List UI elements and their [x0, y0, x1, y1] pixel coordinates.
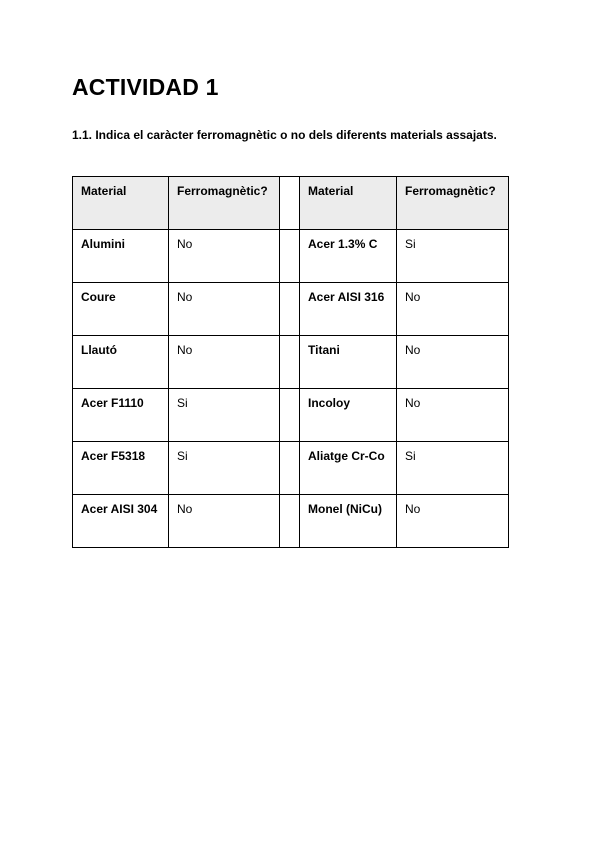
material-cell: Acer F1110 [73, 389, 169, 442]
material-cell: Alumini [73, 230, 169, 283]
ferromagnetic-cell: No [397, 283, 509, 336]
material-cell: Llautó [73, 336, 169, 389]
table-row [73, 495, 509, 548]
table-row [73, 336, 509, 389]
gap-cell [280, 336, 300, 389]
header-material-left: Material [73, 177, 169, 230]
header-ferromagnetic-left: Ferromagnètic? [169, 177, 280, 230]
header-material-right: Material [300, 177, 397, 230]
page-title: ACTIVIDAD 1 [72, 74, 219, 100]
table-row [73, 389, 509, 442]
material-cell: Aliatge Cr-Co [300, 442, 397, 495]
ferromagnetic-cell: Si [397, 230, 509, 283]
material-cell: Acer F5318 [73, 442, 169, 495]
gap-cell [280, 177, 300, 230]
ferromagnetic-cell: No [169, 495, 280, 548]
ferromagnetic-cell: No [169, 230, 280, 283]
table-row [73, 230, 509, 283]
materials-table [72, 176, 509, 548]
table-row [73, 283, 509, 336]
question-text: 1.1. Indica el caràcter ferromagnètic o no dels diferents materials assajats. [72, 128, 497, 142]
material-cell: Coure [73, 283, 169, 336]
gap-cell [280, 283, 300, 336]
table-row [73, 442, 509, 495]
material-cell: Acer AISI 304 [73, 495, 169, 548]
material-cell: Monel (NiCu) [300, 495, 397, 548]
header-ferromagnetic-right: Ferromagnètic? [397, 177, 509, 230]
material-cell: Acer 1.3% C [300, 230, 397, 283]
ferromagnetic-cell: No [397, 389, 509, 442]
ferromagnetic-cell: No [169, 336, 280, 389]
material-cell: Incoloy [300, 389, 397, 442]
gap-cell [280, 442, 300, 495]
ferromagnetic-cell: Si [169, 389, 280, 442]
ferromagnetic-cell: No [169, 283, 280, 336]
ferromagnetic-cell: No [397, 336, 509, 389]
gap-cell [280, 389, 300, 442]
ferromagnetic-cell: No [397, 495, 509, 548]
table-header-row [73, 177, 509, 230]
ferromagnetic-cell: Si [169, 442, 280, 495]
material-cell: Acer AISI 316 [300, 283, 397, 336]
gap-cell [280, 230, 300, 283]
gap-cell [280, 495, 300, 548]
ferromagnetic-cell: Si [397, 442, 509, 495]
material-cell: Titani [300, 336, 397, 389]
